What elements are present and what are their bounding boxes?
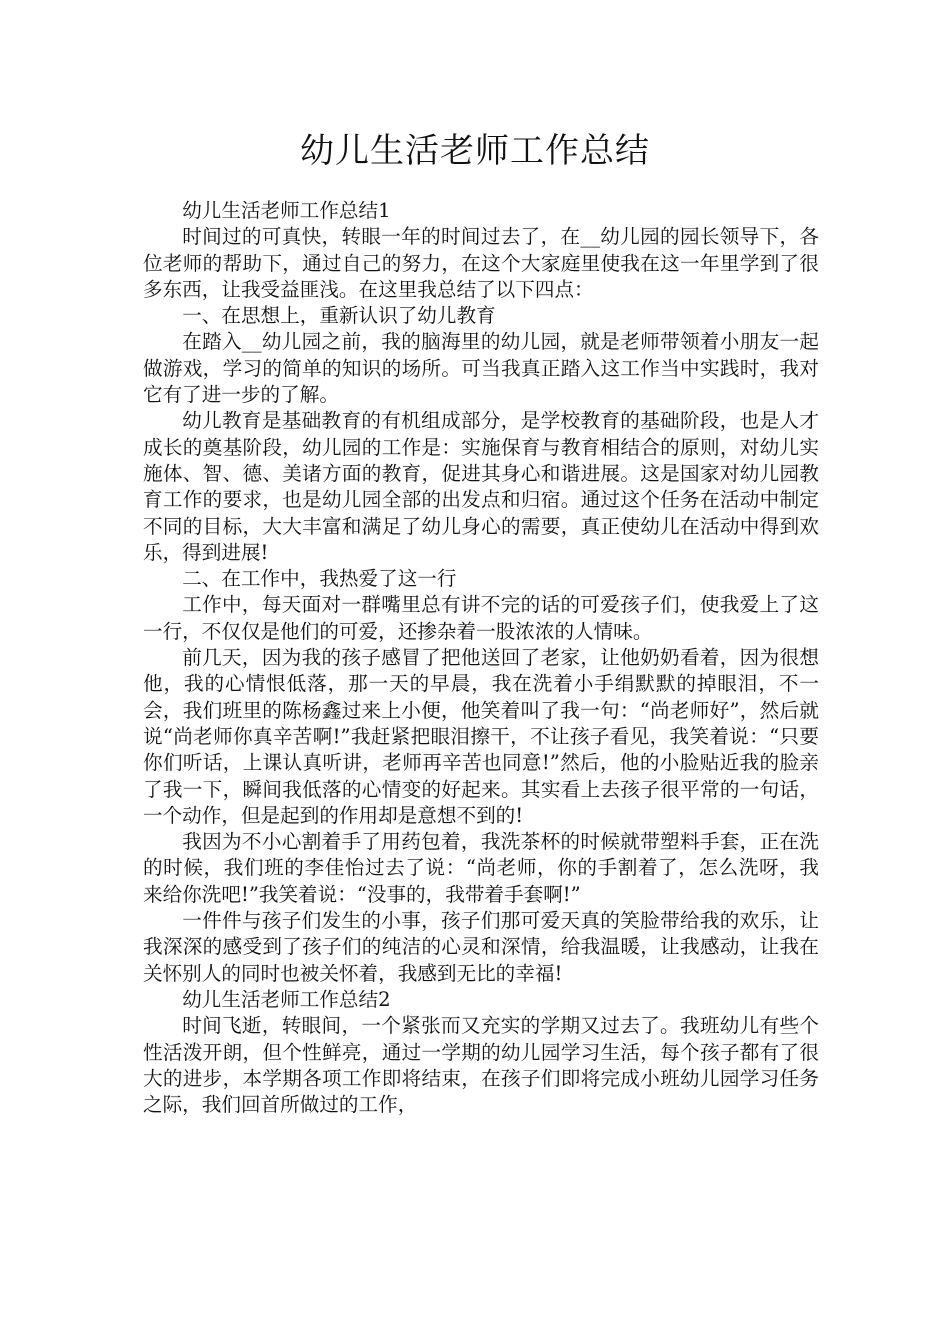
section-heading: 幼儿生活老师工作总结1 <box>182 199 391 222</box>
document-body <box>143 198 819 1118</box>
paragraph: 时间过的可真快，转眼一年的时间过去了，在__幼儿园的园长领导下，各位老师的帮助下，通过自己的努力，在这个大家庭里使我在这一年里学到了很多东西，让我受益匪浅。在这里我总结了以下四点： <box>143 225 819 301</box>
paragraph: 在踏入__幼儿园之前，我的脑海里的幼儿园，就是老师带领着小朋友一起做游戏，学习的简单的知识的场所。可当我真正踏入这工作当中实践时，我对它有了进一步的了解。 <box>143 330 819 407</box>
paragraph: 前几天，因为我的孩子感冒了把他送回了老家，让他奶奶看着，因为很想他，我的心情恨低落，那一天的早晨，我在洗着小手绢默默的掉眼泪，不一会，我们班里的陈杨鑫过来上小便，他笑着叫了我一句：“尚老师好”，然后就说“尚老师你真辛苦啊!”我赶紧把眼泪擦干，不让孩子看见，我笑着说：“只要你们听话，上课认真听讲，老师再辛苦也同意!”然后，他的小脸贴近我的脸亲了我一下，瞬间我低落的心情变的好起来。其实看上去孩子很平常的一句话，一个动作，但是起到的作用却是意想不到的! <box>143 646 819 827</box>
document-title: 幼儿生活老师工作总结 <box>300 131 650 171</box>
paragraph: 我因为不小心割着手了用药包着，我洗茶杯的时候就带塑料手套，正在洗的时候，我们班的李佳怡过去了说：“尚老师，你的手割着了，怎么洗呀，我来给你洗吧!”我笑着说：“没事的，我带着手套啊!” <box>143 830 819 906</box>
paragraph: 幼儿教育是基础教育的有机组成部分，是学校教育的基础阶段，也是人才成长的奠基阶段，幼儿园的工作是：实施保育与教育相结合的原则，对幼儿实施体、智、德、美诸方面的教育，促进其身心和谐进展。这是国家对幼儿园教育工作的要求，也是幼儿园全部的出发点和归宿。通过这个任务在活动中制定不同的目标，大大丰富和满足了幼儿身心的需要，真正使幼儿在活动中得到欢乐，得到进展! <box>143 409 819 564</box>
paragraph: 时间飞逝，转眼间，一个紧张而又充实的学期又过去了。我班幼儿有些个性活泼开朗，但个性鲜亮，通过一学期的幼儿园学习生活，每个孩子都有了很大的进步，本学期各项工作即将结束，在孩子们即将完成小班幼儿园学习任务之际，我们回首所做过的工作， <box>143 1014 819 1117</box>
section-heading: 幼儿生活老师工作总结2 <box>182 987 391 1011</box>
subsection-heading: 二、在工作中，我热爱了这一行 <box>182 567 457 591</box>
subsection-heading: 一、在思想上，重新认识了幼儿教育 <box>182 304 496 328</box>
paragraph: 工作中，每天面对一群嘴里总有讲不完的话的可爱孩子们，使我爱上了这一行，不仅仅是他们的可爱，还掺杂着一股浓浓的人情味。 <box>143 593 819 643</box>
paragraph: 一件件与孩子们发生的小事，孩子们那可爱天真的笑脸带给我的欢乐，让我深深的感受到了孩子们的纯洁的心灵和深情，给我温暖，让我感动，让我在关怀别人的同时也被关怀着，我感到无比的幸福! <box>143 909 819 985</box>
